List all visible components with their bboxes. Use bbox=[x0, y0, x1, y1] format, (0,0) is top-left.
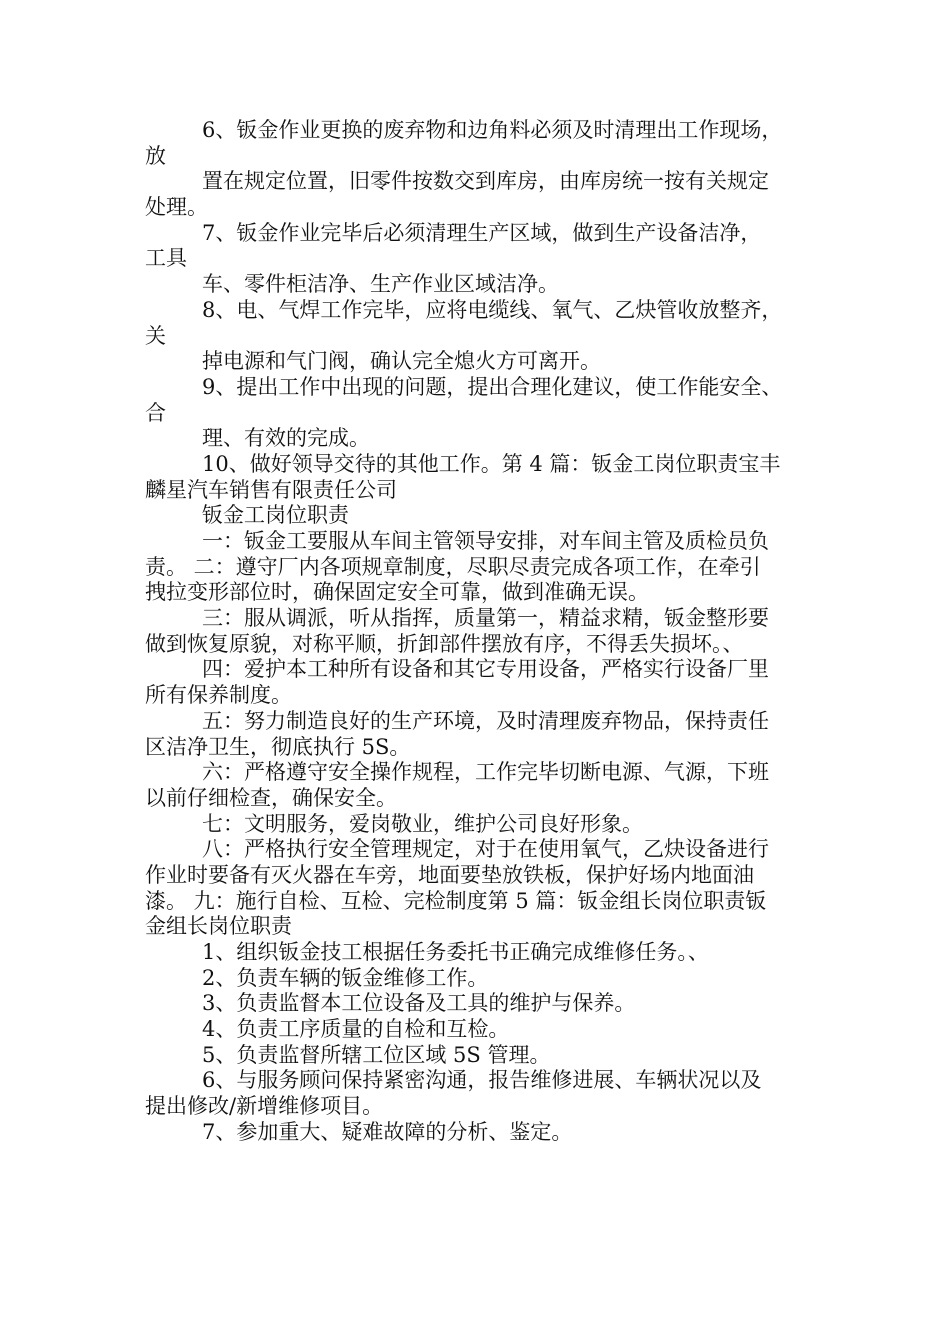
document-line: 金组长岗位职责 bbox=[145, 914, 292, 939]
document-line: 七：文明服务，爱岗敬业，维护公司良好形象。 bbox=[202, 811, 643, 836]
document-line: 关 bbox=[145, 323, 166, 348]
document-line: 10、做好领导交待的其他工作。第 4 篇：钣金工岗位职责宝丰 bbox=[202, 451, 781, 476]
document-line: 理、有效的完成。 bbox=[202, 426, 370, 451]
document-line: 车、零件柜洁净、生产作业区域洁净。 bbox=[202, 272, 559, 297]
document-line: 8、电、气焊工作完毕，应将电缆线、氧气、乙炔管收放整齐， bbox=[202, 297, 783, 322]
document-line: 六：严格遵守安全操作规程，工作完毕切断电源、气源，下班 bbox=[202, 760, 769, 785]
document-line: 合 bbox=[145, 400, 166, 425]
document-line: 做到恢复原貌，对称平顺，折卸部件摆放有序，不得丢失损坏。、 bbox=[145, 631, 744, 656]
document-line: 八：严格执行安全管理规定，对于在使用氧气，乙炔设备进行 bbox=[202, 837, 769, 862]
document-line: 钣金工岗位职责 bbox=[202, 503, 349, 528]
document-line: 6、与服务顾问保持紧密沟通，报告维修进展、车辆状况以及 bbox=[202, 1068, 762, 1093]
document-line: 2、负责车辆的钣金维修工作。 bbox=[202, 965, 489, 990]
document-line: 4、负责工序质量的自检和互检。 bbox=[202, 1017, 510, 1042]
document-line: 以前仔细检查，确保安全。 bbox=[145, 785, 397, 810]
document-body bbox=[145, 118, 845, 1146]
document-line: 所有保养制度。 bbox=[145, 683, 292, 708]
document-line: 责。 二：遵守厂内各项规章制度，尽职尽责完成各项工作，在牵引 bbox=[145, 554, 761, 579]
document-line: 1、组织钣金技工根据任务委托书正确完成维修任务。、 bbox=[202, 940, 709, 964]
document-line: 作业时要备有灭火器在车旁，地面要垫放铁板，保护好场内地面油 bbox=[145, 862, 754, 887]
document-line: 四：爱护本工种所有设备和其它专用设备，严格实行设备厂里 bbox=[202, 657, 769, 682]
document-line: 拽拉变形部位时，确保固定安全可靠，做到准确无误。 bbox=[145, 580, 649, 605]
document-line: 区洁净卫生，彻底执行 5S。 bbox=[145, 734, 411, 759]
document-line: 三：服从调派，听从指挥，质量第一，精益求精，钣金整形要 bbox=[202, 606, 769, 631]
document-line: 麟星汽车销售有限责任公司 bbox=[145, 477, 397, 502]
document-line: 一：钣金工要服从车间主管领导安排，对车间主管及质检员负 bbox=[202, 529, 769, 553]
document-line: 处理。 bbox=[145, 195, 208, 220]
document-line: 3、负责监督本工位设备及工具的维护与保养。 bbox=[202, 991, 636, 1016]
document-line: 放 bbox=[145, 143, 166, 168]
document-line: 5、负责监督所辖工位区域 5S 管理。 bbox=[202, 1042, 551, 1067]
document-line: 提出修改/新增维修项目。 bbox=[145, 1094, 384, 1119]
document-line: 9、提出工作中出现的问题，提出合理化建议，使工作能安全、 bbox=[202, 374, 783, 399]
document-line: 置在规定位置，旧零件按数交到库房，由库房统一按有关规定 bbox=[202, 169, 769, 194]
document-line: 7、参加重大、疑难故障的分析、鉴定。 bbox=[202, 1119, 573, 1144]
document-line: 7、钣金作业完毕后必须清理生产区域，做到生产设备洁净， bbox=[202, 220, 762, 245]
document-line: 6、钣金作业更换的废弃物和边角料必须及时清理出工作现场， bbox=[202, 118, 783, 142]
document-line: 漆。 九：施行自检、互检、完检制度第 5 篇：钣金组长岗位职责钣 bbox=[145, 888, 767, 913]
document-line: 五：努力制造良好的生产环境，及时清理废弃物品，保持责任 bbox=[202, 708, 769, 733]
document-line: 工具 bbox=[145, 246, 187, 271]
document-line: 掉电源和气门阀，确认完全熄火方可离开。 bbox=[202, 349, 601, 374]
